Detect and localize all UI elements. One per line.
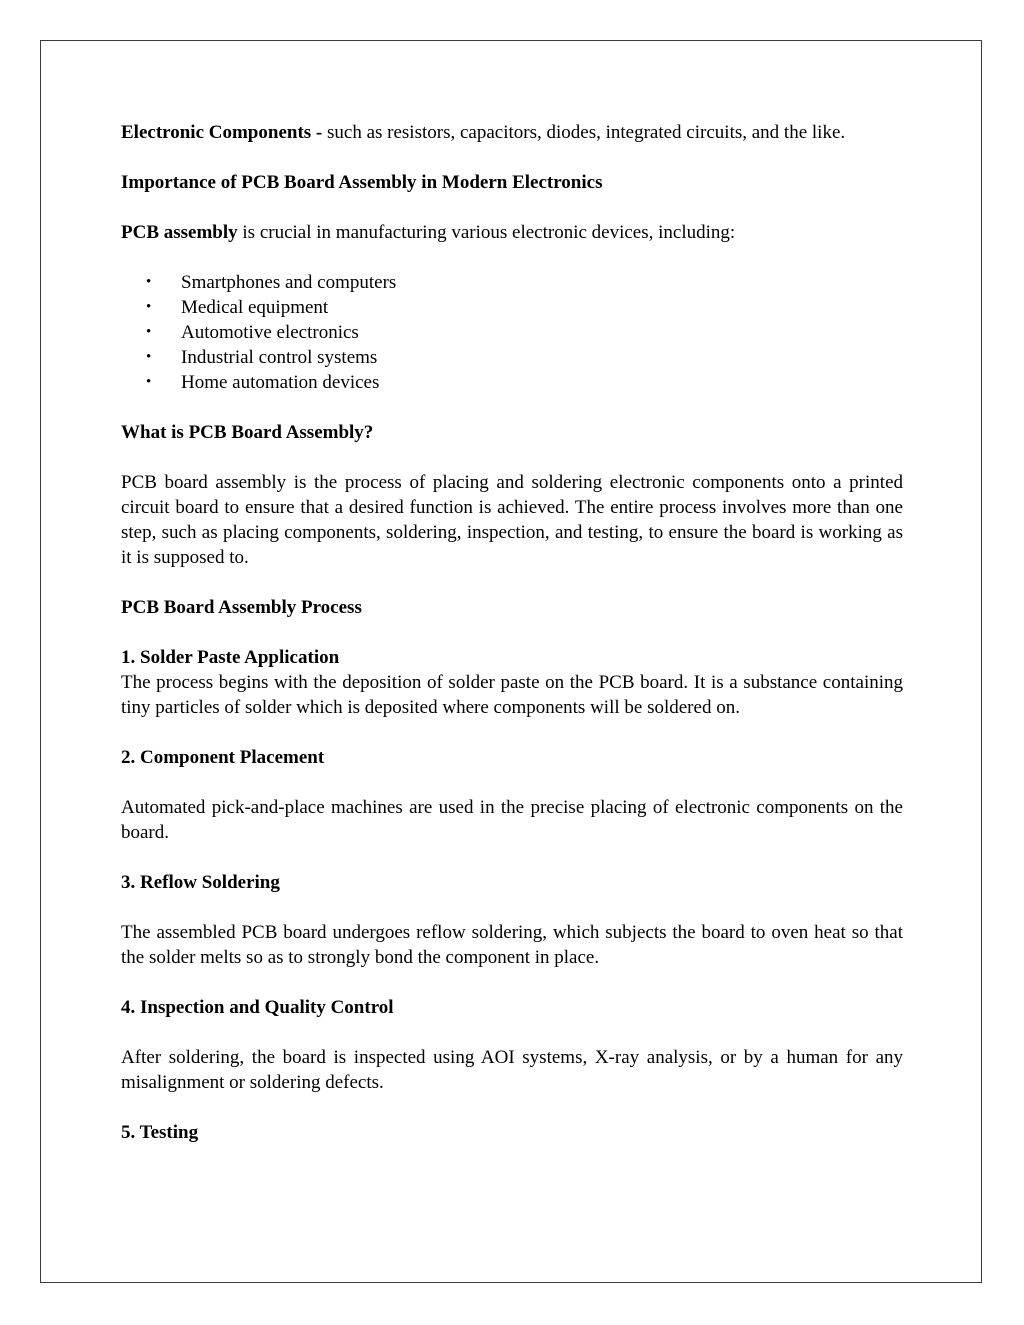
step-4-title: 4. Inspection and Quality Control — [121, 997, 394, 1018]
importance-lead-paragraph — [121, 220, 903, 245]
list-item: • Home automation devices — [146, 372, 380, 393]
step-3-title: 3. Reflow Soldering — [121, 872, 280, 893]
importance-heading: Importance of PCB Board Assembly in Modern Electronics — [121, 172, 603, 193]
step-5-title: 5. Testing — [121, 1122, 199, 1143]
list-item: • Smartphones and computers — [146, 272, 397, 293]
pcb-assembly-term: PCB assembly — [121, 222, 238, 243]
list-item: • Automotive electronics — [146, 322, 359, 343]
bullet-icon: • — [146, 299, 152, 315]
components-paragraph — [121, 120, 903, 145]
process-heading: PCB Board Assembly Process — [121, 597, 362, 618]
importance-lead-text: is crucial in manufacturing various electronic devices, including: — [237, 222, 736, 243]
step-2-body: Automated pick-and-place machines are used in the precise placing of electronic components on the board. — [121, 797, 903, 843]
document-content — [121, 120, 903, 1170]
components-description: such as resistors, capacitors, diodes, integrated circuits, and the like. — [322, 122, 846, 143]
bullet-icon: • — [146, 324, 152, 340]
list-item: • Industrial control systems — [146, 347, 378, 368]
bullet-icon: • — [146, 349, 152, 365]
components-term: Electronic Components - — [121, 122, 323, 143]
step-1-title: 1. Solder Paste Application — [121, 647, 340, 668]
step-3-body: The assembled PCB board undergoes reflow soldering, which subjects the board to oven heat so that the solder melts so as to strongly bond the component in place. — [121, 922, 903, 968]
step-1-body: The process begins with the deposition of solder paste on the PCB board. It is a substance containing tiny particles of solder which is deposited where components will be soldered on. — [121, 672, 903, 718]
step-4-body: After soldering, the board is inspected using AOI systems, X-ray analysis, or by a human for any misalignment or soldering defects. — [121, 1047, 903, 1093]
step-2-title: 2. Component Placement — [121, 747, 325, 768]
list-item: • Medical equipment — [146, 297, 329, 318]
what-is-body: PCB board assembly is the process of placing and soldering electronic components onto a printed circuit board to ensure that a desired function is achieved. The entire process involves more than one step, such as placing components, soldering, inspection, and testing, to ensure the board is working as it is supposed to. — [121, 472, 903, 568]
bullet-icon: • — [146, 374, 152, 390]
bullet-icon: • — [146, 274, 152, 290]
device-list — [121, 270, 903, 395]
what-is-heading: What is PCB Board Assembly? — [121, 422, 374, 443]
